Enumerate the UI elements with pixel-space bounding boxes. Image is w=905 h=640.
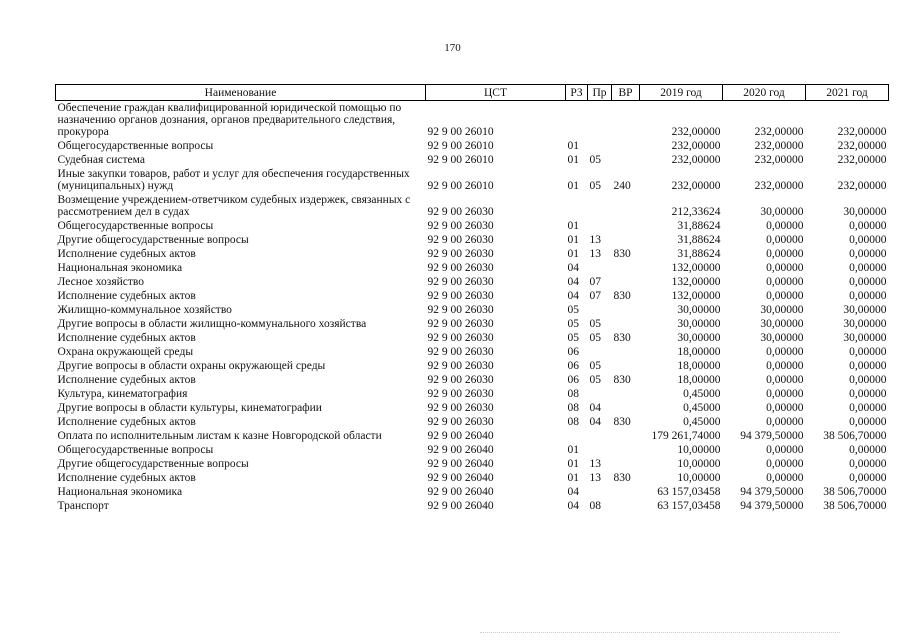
cell-y2021: 0,00000: [849, 248, 887, 260]
cell-y2019: 30,00000: [677, 318, 721, 330]
cell-y2020: 0,00000: [766, 388, 804, 400]
cell-y2021: 38 506,70000: [823, 500, 887, 512]
cell-vr: [612, 233, 640, 247]
table-row: [56, 471, 889, 485]
cell-cst: 92 9 00 26030: [427, 304, 494, 316]
cell-pr: 13: [589, 472, 601, 484]
cell-name: Жилищно-коммунальное хозяйство: [57, 304, 232, 316]
cell-pr: 13: [589, 248, 601, 260]
cell-name: Оплата по исполнительным листам к казне Новгородской области: [57, 430, 382, 442]
cell-vr: 830: [613, 248, 631, 260]
table-row: [56, 153, 889, 167]
cell-cst: 92 9 00 26030: [427, 234, 494, 246]
cell-cst: 92 9 00 26030: [427, 332, 494, 344]
cell-y2020: 30,00000: [760, 304, 804, 316]
table-row: [56, 193, 889, 219]
cell-y2020: 0,00000: [766, 262, 804, 274]
cell-y2019: 132,00000: [671, 290, 721, 302]
cell-y2020: 232,00000: [754, 180, 804, 192]
cell-rz: 05: [567, 318, 579, 330]
cell-vr: 830: [613, 332, 631, 344]
cell-name: Судебная система: [57, 154, 145, 166]
page-number: 170: [444, 42, 461, 54]
cell-cst: 92 9 00 26040: [427, 500, 494, 512]
cell-y2019: 31,88624: [677, 248, 721, 260]
cell-cst: 92 9 00 26030: [427, 416, 494, 428]
cell-y2020: 0,00000: [766, 220, 804, 232]
cell-name: Исполнение судебных актов: [57, 416, 196, 428]
cell-pr: 08: [589, 500, 601, 512]
cell-name: Другие общегосударственные вопросы: [57, 234, 249, 246]
cell-y2021: 0,00000: [849, 402, 887, 414]
cell-y2019: 31,88624: [677, 220, 721, 232]
cell-vr: [612, 303, 640, 317]
cell-y2020: 30,00000: [760, 318, 804, 330]
cell-y2020: 0,00000: [766, 234, 804, 246]
cell-y2019: 212,33624: [671, 206, 721, 218]
header-2019: 2019 год: [640, 85, 723, 101]
cell-vr: [612, 219, 640, 233]
cell-y2021: 232,00000: [837, 126, 887, 138]
cell-y2021: 232,00000: [837, 140, 887, 152]
cell-rz: 01: [567, 234, 579, 246]
cell-y2019: 18,00000: [677, 346, 721, 358]
cell-vr: [612, 139, 640, 153]
table-row: [56, 485, 889, 499]
cell-y2019: 232,00000: [671, 180, 721, 192]
cell-y2020: 94 379,50000: [740, 500, 804, 512]
cell-name: Другие общегосударственные вопросы: [57, 458, 249, 470]
cell-y2020: 0,00000: [766, 458, 804, 470]
cell-rz: 06: [567, 374, 579, 386]
cell-rz: 08: [567, 388, 579, 400]
cell-y2019: 10,00000: [677, 444, 721, 456]
cell-vr: [612, 485, 640, 499]
cell-name: Транспорт: [57, 500, 109, 512]
cell-pr: [588, 219, 612, 233]
cell-y2019: 132,00000: [671, 262, 721, 274]
cell-cst: 92 9 00 26040: [427, 430, 494, 442]
table-row: [56, 139, 889, 153]
cell-rz: [566, 101, 588, 140]
table-row: [56, 359, 889, 373]
cell-pr: 13: [589, 234, 601, 246]
table-row: [56, 289, 889, 303]
table-row: [56, 345, 889, 359]
cell-y2020: 0,00000: [766, 346, 804, 358]
cell-pr: [588, 101, 612, 140]
cell-rz: 01: [567, 140, 579, 152]
cell-cst: 92 9 00 26030: [427, 290, 494, 302]
cell-pr: [588, 193, 612, 219]
cell-y2021: 0,00000: [849, 388, 887, 400]
cell-name: Другие вопросы в области жилищно-коммунального хозяйства: [57, 318, 367, 330]
cell-rz: 04: [567, 486, 579, 498]
cell-vr: [612, 275, 640, 289]
cell-cst: 92 9 00 26010: [427, 154, 494, 166]
cell-pr: [588, 261, 612, 275]
table-row: [56, 387, 889, 401]
cell-pr: [588, 139, 612, 153]
cell-name: Исполнение судебных актов: [57, 248, 196, 260]
cell-name: Общегосударственные вопросы: [57, 444, 214, 456]
cell-y2021: 0,00000: [849, 234, 887, 246]
cell-cst: 92 9 00 26030: [427, 318, 494, 330]
cell-cst: 92 9 00 26010: [427, 180, 494, 192]
header-pr: Пр: [588, 85, 612, 101]
cell-rz: 04: [567, 500, 579, 512]
cell-name: Обеспечение граждан квалифицированной юридической помощью по назначению органов дознания, органов предварительного следствия, прокурора: [57, 102, 402, 138]
cell-y2020: 0,00000: [766, 360, 804, 372]
cell-cst: 92 9 00 26040: [427, 486, 494, 498]
header-name: Наименование: [56, 85, 426, 101]
cell-cst: 92 9 00 26010: [427, 140, 494, 152]
header-cst: ЦСТ: [426, 85, 566, 101]
cell-y2021: 30,00000: [843, 318, 887, 330]
cell-cst: 92 9 00 26030: [427, 388, 494, 400]
cell-y2021: 38 506,70000: [823, 430, 887, 442]
header-2020: 2020 год: [723, 85, 806, 101]
cell-name: Исполнение судебных актов: [57, 374, 196, 386]
table-row: [56, 317, 889, 331]
cell-vr: 830: [613, 472, 631, 484]
cell-vr: [612, 443, 640, 457]
header-vr: ВР: [612, 85, 640, 101]
cell-y2019: 232,00000: [671, 126, 721, 138]
cell-vr: [612, 317, 640, 331]
cell-y2019: 132,00000: [671, 276, 721, 288]
cell-name: Исполнение судебных актов: [57, 472, 196, 484]
cell-rz: 04: [567, 290, 579, 302]
cell-cst: 92 9 00 26040: [427, 458, 494, 470]
cell-y2019: 0,45000: [683, 416, 721, 428]
table-row: [56, 261, 889, 275]
cell-pr: 04: [589, 416, 601, 428]
cell-name: Национальная экономика: [57, 486, 183, 498]
cell-y2020: 0,00000: [766, 276, 804, 288]
cell-name: Другие вопросы в области охраны окружающей среды: [57, 360, 326, 372]
cell-rz: 08: [567, 402, 579, 414]
table-body: [56, 101, 889, 514]
cell-y2020: 30,00000: [760, 332, 804, 344]
cell-pr: 05: [589, 154, 601, 166]
cell-y2020: 94 379,50000: [740, 430, 804, 442]
cell-y2021: 38 506,70000: [823, 486, 887, 498]
cell-cst: 92 9 00 26030: [427, 346, 494, 358]
cell-name: Общегосударственные вопросы: [57, 220, 214, 232]
cell-y2020: 30,00000: [760, 206, 804, 218]
cell-rz: 08: [567, 416, 579, 428]
table-row: [56, 457, 889, 471]
cell-y2020: 94 379,50000: [740, 486, 804, 498]
table-row: [56, 275, 889, 289]
table-row: [56, 331, 889, 345]
cell-y2020: 0,00000: [766, 444, 804, 456]
cell-pr: [588, 303, 612, 317]
cell-pr: 04: [589, 402, 601, 414]
cell-y2019: 10,00000: [677, 458, 721, 470]
cell-rz: 01: [567, 180, 579, 192]
cell-pr: 05: [589, 180, 601, 192]
cell-y2021: 0,00000: [849, 360, 887, 372]
table-row: [56, 373, 889, 387]
cell-vr: [612, 429, 640, 443]
cell-cst: 92 9 00 26030: [427, 248, 494, 260]
cell-y2021: 30,00000: [843, 332, 887, 344]
cell-cst: 92 9 00 26030: [427, 374, 494, 386]
cell-cst: 92 9 00 26030: [427, 220, 494, 232]
table-row: [56, 401, 889, 415]
table-row: [56, 415, 889, 429]
cell-rz: 01: [567, 248, 579, 260]
cell-cst: 92 9 00 26040: [427, 444, 494, 456]
cell-pr: 13: [589, 458, 601, 470]
cell-rz: 01: [567, 220, 579, 232]
cell-pr: 05: [589, 318, 601, 330]
table-row: [56, 429, 889, 443]
table-row: [56, 101, 889, 140]
cell-y2021: 0,00000: [849, 290, 887, 302]
cell-name: Исполнение судебных актов: [57, 290, 196, 302]
cell-cst: 92 9 00 26010: [427, 126, 494, 138]
cell-y2020: 0,00000: [766, 416, 804, 428]
cell-vr: [612, 345, 640, 359]
cell-y2019: 30,00000: [677, 332, 721, 344]
header-2021: 2021 год: [806, 85, 889, 101]
table-row: [56, 247, 889, 261]
cell-vr: 830: [613, 374, 631, 386]
cell-y2019: 232,00000: [671, 140, 721, 152]
cell-name: Лесное хозяйство: [57, 276, 145, 288]
cell-y2021: 0,00000: [849, 472, 887, 484]
cell-y2020: 0,00000: [766, 374, 804, 386]
cell-rz: 06: [567, 360, 579, 372]
cell-y2020: 232,00000: [754, 140, 804, 152]
cell-name: Общегосударственные вопросы: [57, 140, 214, 152]
cell-name: Иные закупки товаров, работ и услуг для обеспечения государственных (муниципальных) нужд: [57, 168, 410, 192]
cell-y2019: 18,00000: [677, 374, 721, 386]
cell-rz: 01: [567, 154, 579, 166]
cell-vr: 830: [613, 290, 631, 302]
cell-vr: [612, 193, 640, 219]
cell-rz: 01: [567, 472, 579, 484]
cell-y2021: 0,00000: [849, 262, 887, 274]
cell-y2021: 232,00000: [837, 180, 887, 192]
cell-y2019: 10,00000: [677, 472, 721, 484]
cell-y2019: 0,45000: [683, 402, 721, 414]
cell-y2021: 0,00000: [849, 346, 887, 358]
cell-cst: 92 9 00 26030: [427, 360, 494, 372]
cell-rz: 01: [567, 458, 579, 470]
cell-pr: [588, 345, 612, 359]
table-row: [56, 443, 889, 457]
cell-y2021: 30,00000: [843, 304, 887, 316]
cell-name: Национальная экономика: [57, 262, 183, 274]
cell-cst: 92 9 00 26040: [427, 472, 494, 484]
table-row: [56, 303, 889, 317]
cell-y2021: 30,00000: [843, 206, 887, 218]
cell-pr: [588, 443, 612, 457]
cell-pr: 05: [589, 332, 601, 344]
table-header-row: [56, 85, 889, 101]
cell-vr: [612, 261, 640, 275]
cell-vr: [612, 153, 640, 167]
cell-y2020: 0,00000: [766, 290, 804, 302]
cell-y2019: 31,88624: [677, 234, 721, 246]
cell-y2021: 0,00000: [849, 416, 887, 428]
cell-vr: [612, 401, 640, 415]
cell-y2021: 0,00000: [849, 458, 887, 470]
cell-rz: 04: [567, 276, 579, 288]
cell-pr: [588, 429, 612, 443]
cell-y2019: 179 261,74000: [651, 430, 721, 442]
cell-rz: 05: [567, 304, 579, 316]
cell-y2019: 18,00000: [677, 360, 721, 372]
cell-rz: 01: [567, 444, 579, 456]
cell-rz: 06: [567, 346, 579, 358]
cell-y2020: 0,00000: [766, 248, 804, 260]
table-row: [56, 219, 889, 233]
cell-y2019: 63 157,03458: [657, 486, 721, 498]
cell-y2020: 0,00000: [766, 472, 804, 484]
cell-pr: [588, 387, 612, 401]
cell-y2019: 232,00000: [671, 154, 721, 166]
cell-vr: [612, 101, 640, 140]
cell-name: Другие вопросы в области культуры, кинематографии: [57, 402, 322, 414]
table-row: [56, 499, 889, 513]
cell-y2021: 0,00000: [849, 444, 887, 456]
cell-vr: [612, 359, 640, 373]
budget-table: [55, 84, 889, 513]
cell-rz: [566, 429, 588, 443]
cell-y2019: 0,45000: [683, 388, 721, 400]
cell-y2021: 232,00000: [837, 154, 887, 166]
cell-name: Исполнение судебных актов: [57, 332, 196, 344]
cell-name: Культура, кинематография: [57, 388, 188, 400]
cell-name: Охрана окружающей среды: [57, 346, 194, 358]
cell-y2021: 0,00000: [849, 374, 887, 386]
cell-pr: [588, 485, 612, 499]
cell-name: Возмещение учреждением-ответчиком судебных издержек, связанных с рассмотрением дел в судах: [57, 194, 411, 218]
cell-y2019: 30,00000: [677, 304, 721, 316]
cell-y2021: 0,00000: [849, 276, 887, 288]
cell-cst: 92 9 00 26030: [427, 402, 494, 414]
table-row: [56, 233, 889, 247]
cell-y2020: 232,00000: [754, 126, 804, 138]
cell-pr: 05: [589, 374, 601, 386]
cell-vr: 240: [613, 180, 631, 192]
table-row: [56, 167, 889, 193]
cell-cst: 92 9 00 26030: [427, 206, 494, 218]
cell-rz: 05: [567, 332, 579, 344]
cell-y2019: 63 157,03458: [657, 500, 721, 512]
cell-pr: 07: [589, 276, 601, 288]
cell-vr: [612, 457, 640, 471]
cell-vr: [612, 387, 640, 401]
cell-y2020: 0,00000: [766, 402, 804, 414]
scan-noise-line: [480, 632, 840, 634]
header-rz: РЗ: [566, 85, 588, 101]
cell-pr: 05: [589, 360, 601, 372]
cell-rz: [566, 193, 588, 219]
cell-vr: 830: [613, 416, 631, 428]
cell-cst: 92 9 00 26030: [427, 262, 494, 274]
cell-pr: 07: [589, 290, 601, 302]
cell-y2020: 232,00000: [754, 154, 804, 166]
cell-cst: 92 9 00 26030: [427, 276, 494, 288]
cell-vr: [612, 499, 640, 513]
cell-rz: 04: [567, 262, 579, 274]
cell-y2021: 0,00000: [849, 220, 887, 232]
